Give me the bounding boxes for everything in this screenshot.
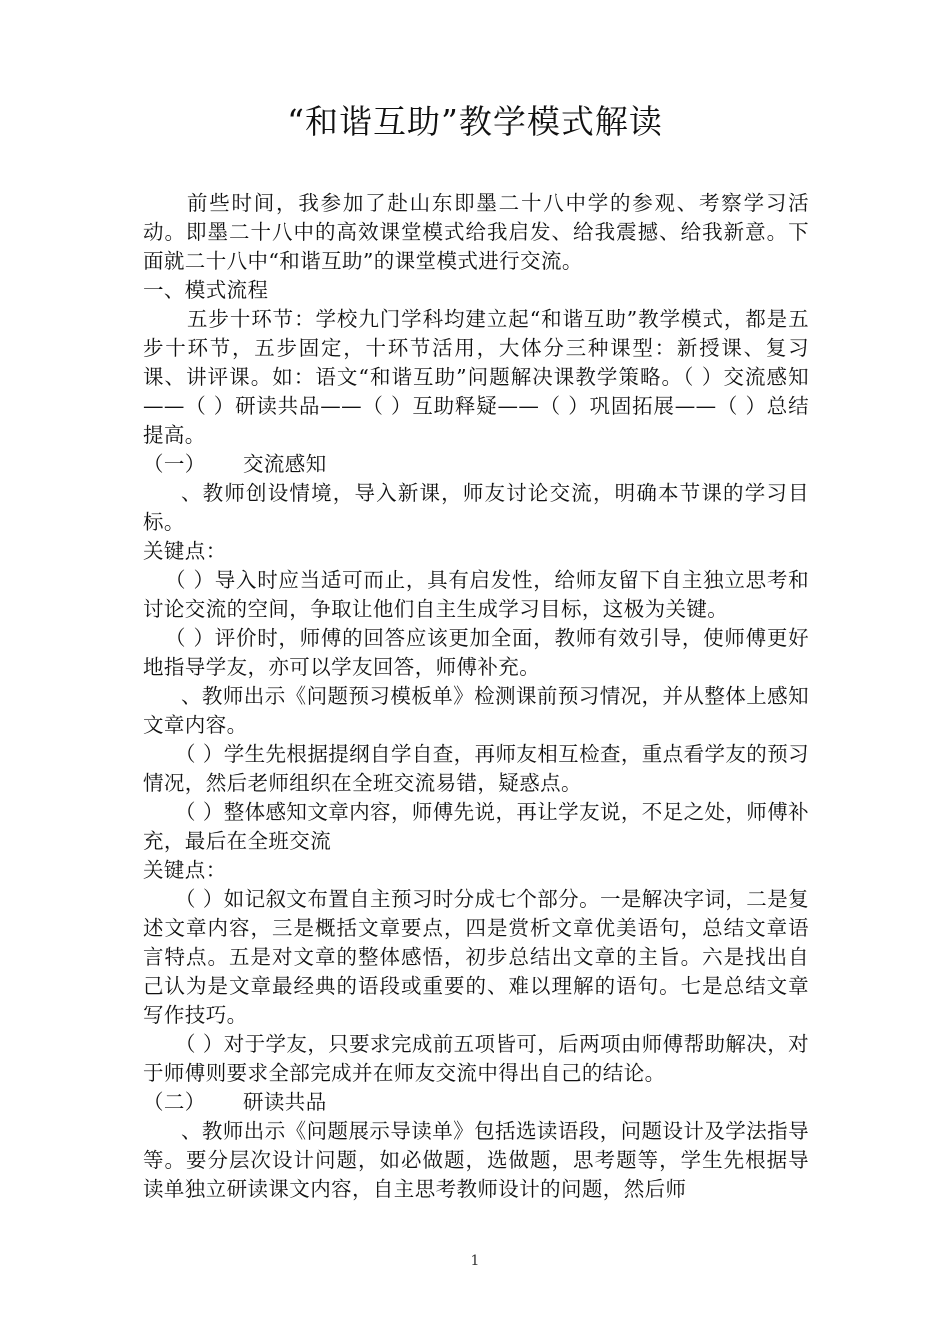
subsection-heading-1	[143, 450, 809, 479]
subsection-heading-2	[143, 1088, 809, 1117]
paragraph-preview-template: 、教师出示《问题预习模板单》检测课前预习情况，并从整体上感知文章内容。	[143, 684, 809, 737]
subsection-label-1: 交流感知	[243, 452, 327, 476]
subsection-number-2: （二）	[143, 1090, 206, 1114]
paragraph-guide-sheet: 、教师出示《问题展示导读单》包括选读语段，问题设计及学法指导等。要分层次设计问题，如必做题，选做题，思考题等，学生先根据导读单独立研读课文内容，自主思考教师设计的问题，然后师	[143, 1119, 809, 1201]
key-points-label-2: 关键点：	[143, 858, 227, 882]
page-number: 1	[470, 1253, 480, 1269]
five-steps-paragraph: 五步十环节：学校九门学科均建立起“和谐互助”教学模式，都是五步十环节，五步固定，十环节活用，大体分三种课型：新授课、复习课、讲评课。如：语文“和谐互助”问题解决课教学策略。（ ）交流感知——（ ）研读共品——（ ）互助释疑——（ ）巩固拓展——（ ）总结提高。	[143, 307, 809, 447]
section-heading-model-process: 一、模式流程	[143, 278, 269, 302]
document-title: “和谐互助”教学模式解读	[287, 102, 663, 141]
subsection-label-2: 研读共品	[243, 1090, 327, 1114]
key-point-evaluation: （ ）评价时，师傅的回答应该更加全面，教师有效引导，使师傅更好地指导学友，亦可以学友回答，师傅补充。	[143, 626, 809, 679]
key-point-seven-parts: （ ）如记叙文布置自主预习时分成七个部分。一是解决字词，二是复述文章内容，三是概括文章要点，四是赏析文章优美语句，总结文章语言特点。五是对文章的整体感悟，初步总结出文章的主旨。六是找出自己认为是文章最经典的语段或重要的、难以理解的语句。七是总结文章写作技巧。	[143, 887, 809, 1027]
document-body	[143, 189, 809, 1204]
key-point-learner-requirements: （ ）对于学友，只要求完成前五项皆可，后两项由师傅帮助解决，对于师傅则要求全部完成并在师友交流中得出自己的结论。	[143, 1032, 809, 1085]
key-point-import: （ ）导入时应当适可而止，具有启发性，给师友留下自主独立思考和讨论交流的空间，争取让他们自主生成学习目标，这极为关键。	[143, 568, 809, 621]
subsection-number-1: （一）	[143, 452, 206, 476]
paragraph-intro-situation: 、教师创设情境，导入新课，师友讨论交流，明确本节课的学习目标。	[143, 481, 809, 534]
intro-paragraph: 前些时间，我参加了赴山东即墨二十八中学的参观、考察学习活动。即墨二十八中的高效课堂模式给我启发、给我震撼、给我新意。下面就二十八中“和谐互助”的课堂模式进行交流。	[143, 191, 809, 273]
paragraph-self-check: （ ）学生先根据提纲自学自查，再师友相互检查，重点看学友的预习情况，然后老师组织在全班交流易错，疑惑点。	[143, 742, 809, 795]
paragraph-overall-perception: （ ）整体感知文章内容，师傅先说，再让学友说，不足之处，师傅补充，最后在全班交流	[143, 800, 809, 853]
key-points-label-1: 关键点：	[143, 539, 227, 563]
